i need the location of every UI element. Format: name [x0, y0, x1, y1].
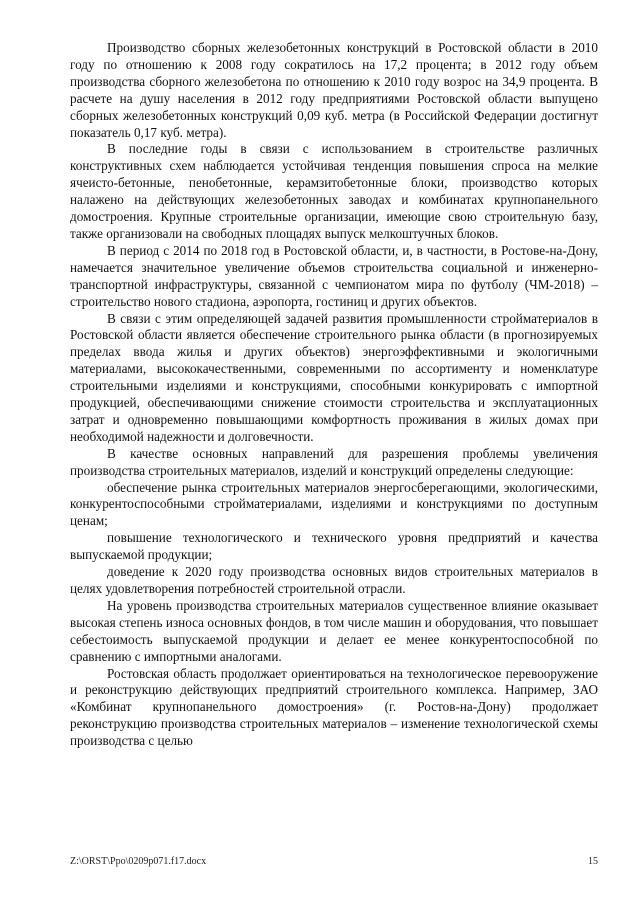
- page-number: 15: [588, 856, 598, 867]
- paragraph: В качестве основных направлений для разрешения проблемы увеличения производства строительных материалов, изделий и конструкций определены следующие:: [70, 445, 598, 478]
- list-item: повышение технологического и технического уровня предприятий и качества выпускаемой продукции;: [70, 530, 598, 563]
- paragraph: В период с 2014 по 2018 год в Ростовской области, и, в частности, в Ростове-на-Дону, намечается значительное увеличение объемов строительства социальной и инженерно-транспортной инфраструктуры, связанной с чемпионатом мира по футболу (ЧМ-2018) – строительство нового стадиона, аэропорта, гостиниц и других объектов.: [70, 242, 598, 309]
- paragraph: В последние годы в связи с использованием в строительстве различных конструктивных схем наблюдается устойчивая тенденция повышения спроса на мелкие ячеисто-бетонные, пенобетонные, керамзитобетонные блоки, производство которых налажено на действующих железобетонных заводах и комбинатах крупнопанельного домостроения. Крупные строительные организации, имеющие свою строительную базу, также организовали на свободных площадях выпуск мелкоштучных блоков.: [70, 141, 598, 241]
- paragraph: Ростовская область продолжает ориентироваться на технологическое перевооружение и реконструкцию действующих предприятий строительного комплекса. Например, ЗАО «Комбинат крупнопанельного домостроения» (г. Ростов-на-Дону) продолжает реконструкцию производства строительных материалов – изменение технологической схемы производства с целью: [70, 665, 598, 749]
- document-body: [70, 40, 598, 750]
- paragraph: В связи с этим определяющей задачей развития промышленности стройматериалов в Ростовской области является обеспечение строительного рынка области (в прогнозируемых пределах ввода жилья и других объектов) энергоэффективными и экологичными материалами, высококачественными, современными по ассортименту и номенклатуре строительными изделиями и конструкциями, способными конкурировать с импортной продукцией, обеспечивающими снижение стоимости строительства и эксплуатационных затрат и одновременно повышающими комфортность проживания в жилых домах при необходимой надежности и долговечности.: [70, 310, 598, 444]
- list-item: доведение к 2020 году производства основных видов строительных материалов в целях удовлетворения потребностей строительной отрасли.: [70, 564, 598, 596]
- file-path: Z:\ORST\Ppo\0209p071.f17.docx: [70, 856, 207, 867]
- list-item: обеспечение рынка строительных материалов энергосберегающими, экологическими, конкурентоспособными стройматериалами, изделиями и конструкциями по доступным ценам;: [70, 479, 598, 529]
- paragraph: На уровень производства строительных материалов существенное влияние оказывает высокая степень износа основных фондов, в том числе машин и оборудования, что повышает себестоимость выпускаемой продукции и делает ее менее конкурентоспособной по сравнению с импортными аналогами.: [70, 597, 598, 664]
- paragraph: Производство сборных железобетонных конструкций в Ростовской области в 2010 году по отношению к 2008 году сократилось на 17,2 процента; в 2012 году объем производства сборного железобетона по отношению к 2010 году возрос на 34,9 процента. В расчете на душу населения в 2012 году предприятиями Ростовской области выпущено сборных железобетонных конструкций 0,09 куб. метра (в Российской Федерации достигнут показатель 0,17 куб. метра).: [70, 40, 598, 140]
